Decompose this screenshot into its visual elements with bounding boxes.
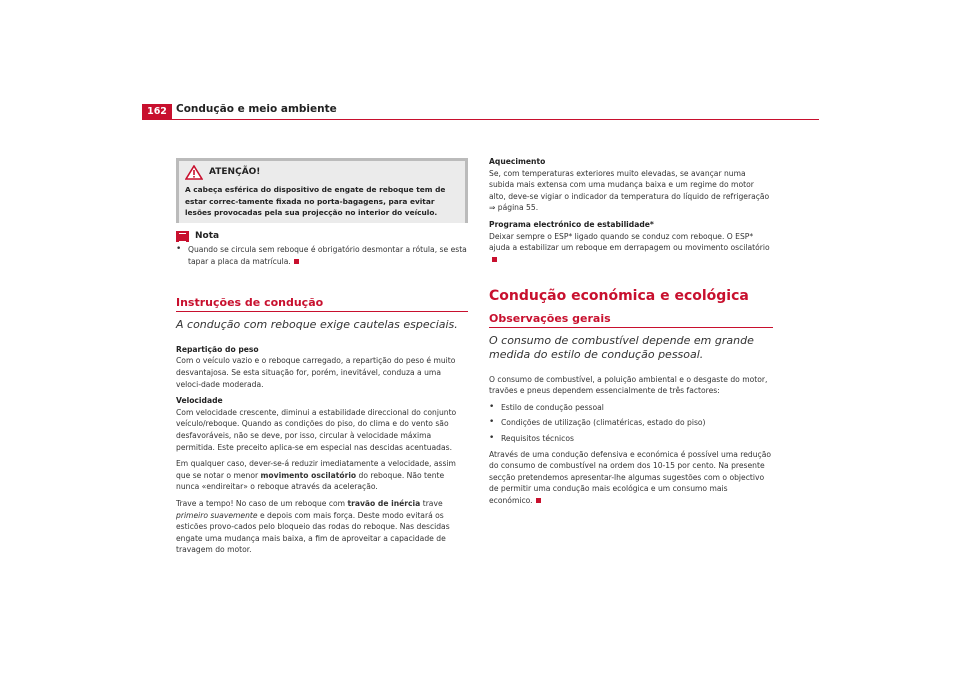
speed-p3-text-a: Trave a tempo! No caso de um reboque com [176,499,348,508]
closing-text: Através de uma condução defensiva e económica é possível uma redução do consumo de combustível na ordem dos 10-15 por cento. Na presente secção pretendemos apresentar-lhe algumas sugestões com o objectivo de permitir uma condução mais ecológica e um consumo mais económico. [489,449,772,505]
esp-heading: Programa electrónico de estabilidade* [489,219,654,229]
list-item-text: Estilo de condução pessoal [501,402,604,412]
bullet-icon: • [489,432,495,443]
list-item [489,433,773,445]
chapter-header-title: Condução e meio ambiente [176,103,337,115]
speed-heading: Velocidade [176,396,223,406]
note-item [176,244,468,267]
list-item-text: Condições de utilização (climatéricas, estado do piso) [501,418,706,428]
bullet-icon: • [489,417,495,428]
speed-p3-bold: travão de inércia [347,499,421,508]
header-rule [142,119,819,120]
note-text: Quando se circula sem reboque é obrigatório desmontar a rótula, se esta tapar a placa da matrícula. [188,245,467,266]
section-intro-general: O consumo de combustível depende em grande medida do estilo de condução pessoal. [489,333,754,361]
warning-triangle-icon [185,165,203,180]
bullet-icon: • [176,244,182,255]
note-icon [176,231,189,242]
chapter-title-eco: Condução económica e ecológica [489,288,749,305]
list-item [489,402,773,414]
section-intro-driving: A condução com reboque exige cautelas especiais. [176,317,458,331]
warning-header [185,165,459,180]
weight-text: Com o veículo vazio e o reboque carregado, a repartição do peso é muito desvantajosa. Se esta situação for, porém, inevitável, conduza a uma veloci-dade moderada. [176,356,456,389]
end-mark-icon [536,498,541,503]
list-item [489,417,773,429]
speed-p3-text-e: e depois com mais força. Deste modo evitará os esticões provo-cados pelo bloqueio das rodas do reboque. Nas descidas engate uma mudança mais baixa, a fim de aproveitar a capacidade de travagem do motor. [176,510,450,555]
note-title: Nota [195,230,220,241]
speed-paragraph-2 [176,458,468,493]
section-title-driving: Instruções de condução [176,297,468,312]
warning-text: A cabeça esférica do dispositivo de engate de reboque tem de estar correc-tamente fixada no porta-bagagens, para evitar lesões provocadas pela sua projecção no interior do veículo. [185,185,446,217]
speed-p2-text-a: Em qualquer caso, dever-se-á reduzir imediatamente a velocidade, assim que se notar o menor [176,459,456,480]
heating-text: Se, com temperaturas exteriores muito elevadas, se avançar numa subida mais extensa com uma mudança baixa e um regime do motor alto, deve-se vigiar o indicador da temperatura do líquido de refrigeração ⇒ página 55. [489,168,770,213]
end-mark-icon [492,257,497,262]
section-title-general: Observações gerais [489,313,773,328]
esp-text: Deixar sempre o ESP* ligado quando se conduz com reboque. O ESP* ajuda a estabilizar um reboque em derrapagem ou movimento oscilatório [489,231,770,253]
speed-p2-bold: movimento oscilatório [260,470,357,480]
right-column [489,156,773,511]
page-number: 162 [142,104,172,119]
speed-paragraph-1: Com velocidade crescente, diminui a estabilidade direccional do conjunto veículo/reboque. Quando as condições do piso, do clima e do vento são desfavoráveis, não se deve, por isso, circular à velocidade máxima permitida. Este preceito aplica-se em especial nas descidas acentuadas. [176,407,457,452]
esp-paragraph [489,231,773,266]
weight-heading: Repartição do peso [176,344,259,354]
end-mark-icon [294,259,299,264]
list-item-text: Requisitos técnicos [501,433,574,443]
speed-p3-italic: primeiro suavemente [176,510,258,520]
warning-box [176,158,468,223]
intro-text: O consumo de combustível, a poluição ambiental e o desgaste do motor, travões e pneus dependem essencialmente de três factores: [489,374,768,396]
warning-title: ATENÇÃO! [209,166,261,177]
speed-p2-text-c: do reboque. Não tente nunca «endireitar» o reboque através da aceleração. [176,470,445,492]
note-header [176,231,468,243]
closing-paragraph [489,449,773,507]
speed-p3-text-c: trave [420,499,443,508]
bullet-icon: • [489,401,495,412]
heating-heading: Aquecimento [489,157,546,166]
speed-paragraph-3 [176,498,468,556]
left-column [176,158,468,561]
